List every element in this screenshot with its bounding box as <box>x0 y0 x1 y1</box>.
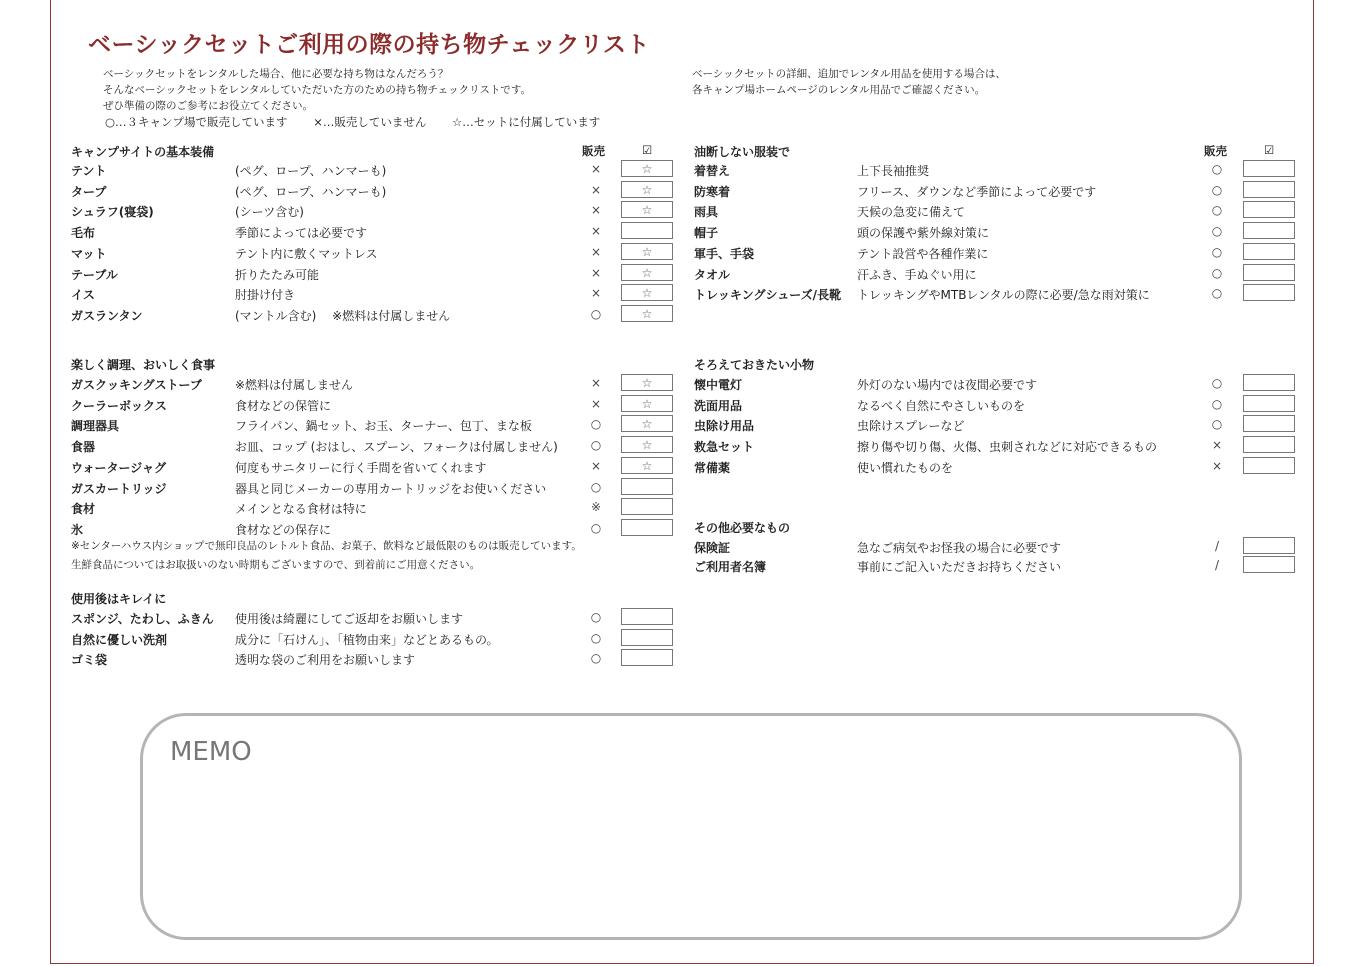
check-box[interactable]: ☆ <box>621 415 673 432</box>
availability-mark: ○ <box>590 610 602 624</box>
availability-mark: × <box>590 265 602 280</box>
item-note: (ペグ、ロープ、ハンマーも) <box>235 164 387 178</box>
availability-mark: × <box>590 203 602 218</box>
availability-mark: × <box>590 376 602 390</box>
footnote: ※センターハウス内ショップで無印良品のレトルト食品、お菓子、飲料など最低限のものは販売しています。 <box>71 540 582 552</box>
item-name: トレッキングシューズ/長靴 <box>694 288 842 303</box>
item-note: 食材などの保管に <box>235 398 332 413</box>
availability-mark: × <box>590 224 602 239</box>
item-name: 洗面用品 <box>694 398 743 413</box>
check-box[interactable] <box>1243 222 1295 239</box>
right-section-title: その他必要なもの <box>694 521 791 535</box>
check-box[interactable]: ☆ <box>621 243 673 260</box>
check-box[interactable] <box>1243 160 1295 177</box>
item-note: テント内に敷くマットレス <box>235 246 378 261</box>
item-name: ゴミ袋 <box>71 653 108 668</box>
checklist-row <box>71 436 681 456</box>
item-name: テーブル <box>71 267 118 282</box>
checklist-row <box>71 649 681 669</box>
item-note: 透明な袋のご利用をお願いします <box>235 653 416 668</box>
right-section-title: そろえておきたい小物 <box>694 358 815 372</box>
checklist-row <box>694 284 1304 304</box>
item-name: 食器 <box>71 440 96 455</box>
availability-mark: × <box>590 458 602 473</box>
item-note: 頭の保護や紫外線対策に <box>857 226 990 241</box>
availability-mark: ○ <box>1211 244 1223 259</box>
footnote: 生鮮食品についてはお取扱いのない時期もございますので、到着前にご用意ください。 <box>71 559 481 571</box>
availability-mark: ○ <box>1211 224 1223 239</box>
checklist-row <box>694 415 1304 435</box>
checklist-row <box>71 415 681 435</box>
right-check-header: ☑ <box>1264 143 1275 157</box>
availability-mark: ○ <box>1211 265 1223 280</box>
check-box[interactable]: ☆ <box>621 374 673 391</box>
check-box[interactable] <box>621 222 673 239</box>
checklist-row <box>694 374 1304 394</box>
check-box[interactable] <box>1243 395 1295 412</box>
item-name: クーラーボックス <box>71 398 167 413</box>
checklist-row <box>71 608 681 628</box>
availability-mark: / <box>1214 539 1220 553</box>
item-note: 急なご病気やお怪我の場合に必要です <box>857 541 1062 555</box>
item-name: イス <box>71 288 95 303</box>
checklist-row <box>71 498 681 518</box>
availability-mark: ○ <box>1211 376 1223 390</box>
item-name: 常備薬 <box>694 460 731 475</box>
checklist-row <box>71 457 681 477</box>
availability-mark: × <box>590 182 602 197</box>
check-box[interactable] <box>1243 537 1295 554</box>
availability-mark: ○ <box>590 438 602 453</box>
item-name: 保険証 <box>694 541 731 555</box>
item-note: 上下長袖推奨 <box>857 164 930 178</box>
item-note: (マントル含む) ※燃料は付属しません <box>235 308 451 323</box>
check-box[interactable]: ☆ <box>621 181 673 198</box>
availability-mark: ○ <box>1211 162 1223 176</box>
check-box[interactable]: ☆ <box>621 201 673 218</box>
item-name: 着替え <box>694 164 731 178</box>
check-box[interactable] <box>1243 181 1295 198</box>
item-note: (ペグ、ロープ、ハンマーも) <box>235 184 387 199</box>
availability-mark: ○ <box>590 306 602 321</box>
item-name: ガスクッキングストーブ <box>71 378 202 392</box>
availability-mark: × <box>590 286 602 301</box>
checklist-row <box>694 160 1304 180</box>
item-note: 肘掛け付き <box>235 288 296 303</box>
item-name: 食材 <box>71 502 96 517</box>
checklist-row <box>71 222 681 242</box>
item-note: トレッキングやMTBレンタルの際に必要/急な雨対策に <box>857 288 1150 303</box>
availability-mark: ○ <box>1211 417 1223 432</box>
item-note: フライパン、鍋セット、お玉、ターナー、包丁、まな板 <box>235 419 532 434</box>
checklist-row <box>71 478 681 498</box>
intro-left <box>103 66 531 114</box>
check-box[interactable] <box>1243 284 1295 301</box>
item-name: 軍手、手袋 <box>694 246 755 261</box>
item-name: ガスカートリッジ <box>71 481 167 496</box>
item-note: 汗ふき、手ぬぐい用に <box>857 267 977 282</box>
item-name: ウォータージャグ <box>71 460 167 475</box>
availability-mark: × <box>1211 458 1223 473</box>
availability-mark: ○ <box>1211 203 1223 218</box>
intro-line: ベーシックセットの詳細、追加でレンタル用品を使用する場合は、 <box>692 68 1006 80</box>
check-box[interactable] <box>621 519 673 536</box>
item-name: タープ <box>71 184 107 199</box>
check-box[interactable] <box>1243 436 1295 453</box>
item-note: 季節によっては必要です <box>235 226 368 241</box>
check-box[interactable] <box>621 498 673 515</box>
checklist-row <box>71 201 681 221</box>
item-note: 食材などの保存に <box>235 522 332 537</box>
check-box[interactable]: ☆ <box>621 160 673 177</box>
item-name: 帽子 <box>694 226 719 241</box>
availability-mark: ○ <box>590 417 602 432</box>
availability-mark: ○ <box>590 651 602 666</box>
check-box[interactable]: ☆ <box>621 284 673 301</box>
item-name: 調理器具 <box>71 419 120 434</box>
item-note: 擦り傷や切り傷、火傷、虫刺されなどに対応できるもの <box>857 440 1158 455</box>
right-sale-header: 販売 <box>1204 144 1227 158</box>
item-note: なるべく自然にやさしいものを <box>857 398 1026 413</box>
check-box[interactable] <box>1243 556 1295 573</box>
checklist-row <box>71 284 681 304</box>
checklist-row <box>694 264 1304 284</box>
item-name: 懐中電灯 <box>694 378 743 392</box>
check-box[interactable]: ☆ <box>621 436 673 453</box>
checklist-row <box>71 264 681 284</box>
item-name: テント <box>71 164 107 178</box>
page-title: ベーシックセットご利用の際の持ち物チェックリスト <box>88 32 650 58</box>
check-box[interactable]: ☆ <box>621 264 673 281</box>
availability-mark: ○ <box>590 520 602 535</box>
availability-mark: ○ <box>590 479 602 494</box>
item-note: (シーツ含む) <box>235 205 304 220</box>
item-name: 防寒着 <box>694 184 731 199</box>
check-box[interactable] <box>1243 374 1295 391</box>
availability-mark: × <box>590 162 602 176</box>
intro-line: ぜひ準備の際のご参考にお役立てください。 <box>103 100 313 112</box>
checklist-row <box>71 243 681 263</box>
check-box[interactable] <box>1243 264 1295 281</box>
checklist-row <box>694 436 1304 456</box>
legend-sold: ○…３キャンプ場で販売しています <box>105 115 288 129</box>
item-name: 雨具 <box>694 205 719 220</box>
item-note: 使い慣れたものを <box>857 460 954 475</box>
item-note: 器具と同じメーカーの専用カートリッジをお使いください <box>235 481 547 496</box>
item-name: マット <box>71 246 107 261</box>
check-box[interactable] <box>621 629 673 646</box>
item-note: 使用後は綺麗にしてご返却をお願いします <box>235 612 464 626</box>
availability-mark: ○ <box>590 630 602 645</box>
item-name: ご利用者名簿 <box>694 560 767 574</box>
item-name: シュラフ(寝袋) <box>71 205 154 220</box>
legend <box>105 114 622 130</box>
item-note: フリース、ダウンなど季節によって必要です <box>857 184 1097 199</box>
item-note: 天候の急変に備えて <box>857 205 966 220</box>
checklist-row <box>694 537 1304 557</box>
intro-right <box>692 66 1006 98</box>
checklist-row <box>71 305 681 325</box>
item-note: 虫除けスプレーなど <box>857 419 965 434</box>
check-box[interactable]: ☆ <box>621 305 673 322</box>
item-name: ガスランタン <box>71 308 143 323</box>
memo-box[interactable] <box>140 713 1242 940</box>
check-box[interactable] <box>1243 415 1295 432</box>
checklist-row <box>694 556 1304 576</box>
checklist-row <box>694 457 1304 477</box>
availability-mark: × <box>1211 438 1223 453</box>
checklist-row <box>694 243 1304 263</box>
item-name: スポンジ、たわし、ふきん <box>71 612 214 626</box>
availability-mark: × <box>590 244 602 259</box>
checklist-row <box>694 201 1304 221</box>
item-note: ※燃料は付属しません <box>235 378 354 392</box>
check-box[interactable] <box>621 608 673 625</box>
availability-mark: ○ <box>1211 182 1223 197</box>
intro-line: そんなベーシックセットをレンタルしていただいた方のための持ち物チェックリストです。 <box>103 84 532 96</box>
check-box[interactable] <box>1243 243 1295 260</box>
intro-line: ベーシックセットをレンタルした場合、他に必要な持ち物はなんだろう？ <box>103 68 449 80</box>
item-note: テント設営や各種作業に <box>857 246 989 261</box>
item-name: タオル <box>694 267 731 282</box>
check-box[interactable]: ☆ <box>621 395 673 412</box>
checklist-row <box>71 519 681 539</box>
check-box[interactable] <box>621 478 673 495</box>
checklist-row <box>71 374 681 394</box>
availability-mark: ※ <box>590 500 602 515</box>
left-section-title: 楽しく調理、おいしく食事 <box>71 358 216 372</box>
intro-line: 各キャンプ場ホームページのレンタル用品でご確認ください。 <box>692 84 986 96</box>
item-name: 救急セット <box>694 440 755 455</box>
checklist-row <box>71 629 681 649</box>
checklist-row <box>71 181 681 201</box>
checklist-row <box>694 181 1304 201</box>
item-name: 虫除け用品 <box>694 419 755 434</box>
item-name: 毛布 <box>71 226 96 241</box>
check-box[interactable]: ☆ <box>621 457 673 474</box>
item-note: 成分に「石けん」、「植物由来」などとあるもの。 <box>235 632 499 647</box>
checklist-row <box>694 222 1304 242</box>
item-name: 自然に優しい洗剤 <box>71 632 168 647</box>
item-note: メインとなる食材は特に <box>235 502 367 517</box>
legend-not-sold: ×…販売していません <box>313 115 427 129</box>
checklist-row <box>71 395 681 415</box>
item-note: お皿、コップ (おはし、スプーン、フォークは付属しません) <box>235 440 558 455</box>
availability-mark: ○ <box>1211 396 1223 411</box>
availability-mark: × <box>590 396 602 411</box>
availability-mark: ○ <box>1211 286 1223 301</box>
left-check-header: ☑ <box>642 143 653 157</box>
right-section-title: 油断しない服装で <box>694 145 791 159</box>
item-note: 折りたたみ可能 <box>235 267 320 282</box>
left-section-title: 使用後はキレイに <box>71 592 167 606</box>
legend-included: ☆…セットに付属しています <box>452 115 601 129</box>
item-note: 何度もサニタリーに行く手間を省いてくれます <box>235 460 487 475</box>
check-box[interactable] <box>1243 201 1295 218</box>
item-note: 事前にご記入いただきお持ちください <box>857 560 1062 574</box>
availability-mark: / <box>1214 558 1220 572</box>
memo-label: MEMO <box>170 737 252 767</box>
left-section-title: キャンプサイトの基本装備 <box>71 145 215 159</box>
checklist-row <box>694 395 1304 415</box>
left-sale-header: 販売 <box>582 144 605 158</box>
checklist-row <box>71 160 681 180</box>
check-box[interactable] <box>621 649 673 666</box>
item-name: 氷 <box>71 522 84 537</box>
check-box[interactable] <box>1243 457 1295 474</box>
item-note: 外灯のない場内では夜間必要です <box>857 378 1038 392</box>
